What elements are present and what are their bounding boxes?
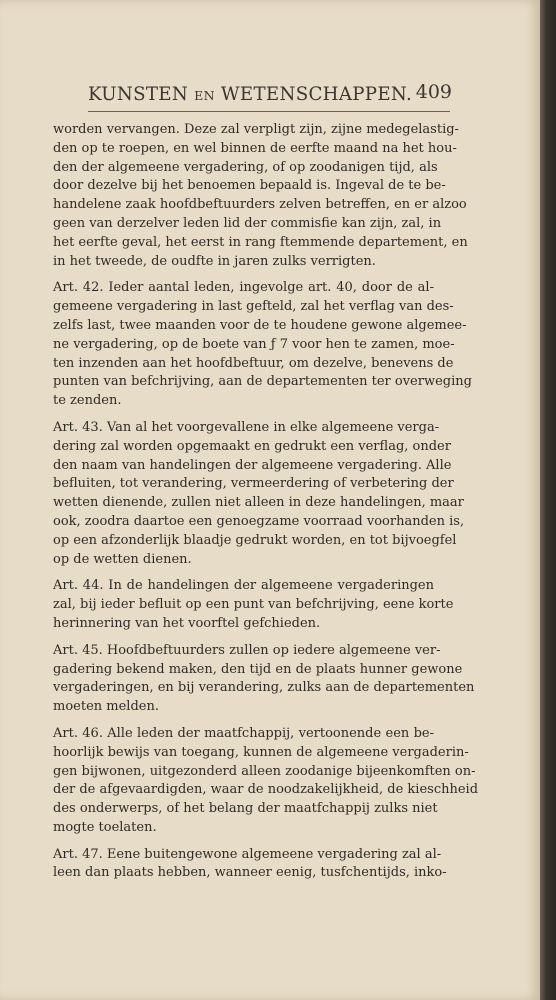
paragraph-gap	[53, 569, 434, 577]
text-line: worden vervangen. Deze zal verpligt zijn, zijne medegelastig-	[53, 122, 459, 137]
text-line: ook, zoodra daartoe een genoegzame voorraad voorhanden is,	[53, 513, 465, 529]
paragraph	[53, 846, 447, 884]
paragraph	[53, 725, 479, 838]
text-line: befluiten, tot verandering, vermeerdering of verbetering der	[53, 476, 454, 492]
text-line: te zenden.	[53, 393, 122, 409]
body-text	[53, 121, 479, 883]
paragraph	[53, 419, 465, 569]
paragraph	[53, 577, 454, 633]
text-line: het eerfte geval, het eerst in rang ftemmende departement, en	[53, 234, 468, 250]
text-line: des onderwerps, of het belang der maatfchappij zulks niet	[53, 801, 438, 817]
paragraph-gap	[53, 411, 434, 419]
running-title	[88, 84, 412, 105]
text-line: Art. 45. Hoofdbeftuurders zullen op iedere algemeene ver-	[53, 642, 441, 658]
paragraph-gap	[53, 717, 434, 725]
paragraph	[53, 279, 472, 411]
paragraph	[53, 121, 468, 271]
text-line: den der algemeene vergadering, of op zoodanigen tijd, als	[53, 159, 438, 175]
text-line: moeten melden.	[53, 699, 159, 715]
header-rule	[88, 111, 450, 112]
text-line: gadering bekend maken, den tijd en de plaats hunner gewone	[53, 661, 463, 677]
text-line: leen dan plaats hebben, wanneer eenig, tusfchentijds, inko-	[53, 865, 447, 881]
text-line: door dezelve bij het benoemen bepaald is. Ingeval de te be-	[53, 178, 446, 194]
paragraph-gap	[53, 634, 434, 642]
text-line: den op te roepen, en wel binnen de eerfte maand na het hou-	[53, 140, 457, 156]
text-line: zelfs last, twee maanden voor de te houdene gewone algemee-	[53, 317, 467, 333]
text-line: Art. 43. Van al het voorgevallene in elke algemeene verga-	[53, 419, 440, 435]
text-line: geen van derzelver leden lid der commisfie kan zijn, zal, in	[53, 215, 442, 231]
text-line: zal, bij ieder befluit op een punt van befchrijving, eene korte	[53, 597, 454, 613]
text-line: op de wetten dienen.	[53, 551, 192, 567]
paragraph-gap	[53, 838, 434, 846]
text-line: handelene zaak hoofdbeftuurders zelven betreffen, en er alzoo	[53, 197, 467, 213]
text-line: den naam van handelingen der algemeene vergadering. Alle	[53, 457, 452, 473]
page-number: 409	[415, 81, 452, 103]
text-line: wetten dienende, zullen niet alleen in deze handelingen, maar	[53, 495, 464, 511]
running-header	[88, 80, 452, 110]
title-end: WETENSCHAPPEN.	[214, 84, 413, 105]
paragraph	[53, 642, 475, 717]
text-line: dering zal worden opgemaakt en gedrukt een verflag, onder	[53, 438, 451, 454]
text-line: gen bijwonen, uitgezonderd alleen zoodanige bijeenkomften on-	[53, 763, 476, 779]
text-line: in het tweede, de oudfte in jaren zulks verrigten.	[53, 253, 376, 269]
text-line: Art. 44. In de handelingen der algemeene vergaderingen	[53, 578, 434, 594]
text-line: herinnering van het voorftel gefchieden.	[53, 615, 321, 631]
text-line: Art. 42. Ieder aantal leden, ingevolge art. 40, door de al-	[53, 280, 434, 296]
text-line: op een afzonderlijk blaadje gedrukt worden, en tot bijvoegfel	[53, 532, 457, 548]
text-line: mogte toelaten.	[53, 819, 157, 835]
text-line: punten van befchrijving, aan de departementen ter overweging	[53, 374, 472, 390]
paragraph-gap	[53, 271, 434, 279]
text-line: vergaderingen, en bij verandering, zulks aan de departementen	[53, 680, 475, 696]
title-main: KUNSTEN	[88, 84, 195, 105]
text-line: Art. 47. Eene buitengewone algemeene vergadering zal al-	[53, 846, 442, 862]
title-en: EN	[194, 88, 215, 103]
page-edge	[540, 0, 556, 1000]
text-line: gemeene vergadering in last gefteld, zal het verflag van des-	[53, 299, 454, 315]
text-line: Art. 46. Alle leden der maatfchappij, vertoonende een be-	[53, 725, 434, 741]
text-line: ten inzenden aan het hoofdbeftuur, om dezelve, benevens de	[53, 355, 454, 371]
text-line: der de afgevaardigden, waar de noodzakelijkheid, de kieschheid	[53, 782, 479, 798]
text-line: ne vergadering, op de boete van ƒ 7 voor hen te zamen, moe-	[53, 336, 455, 352]
text-line: hoorlijk bewijs van toegang, kunnen de algemeene vergaderin-	[53, 744, 469, 760]
